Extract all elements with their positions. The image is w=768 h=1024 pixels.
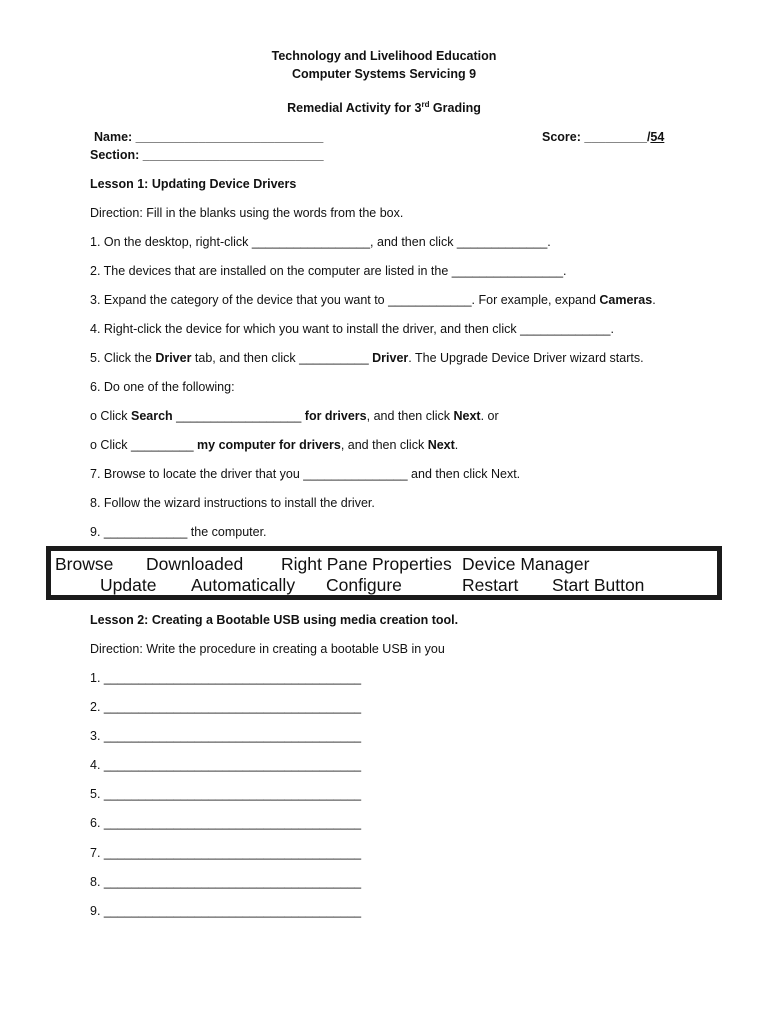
lesson2-title: Lesson 2: Creating a Bootable USB using media creation tool. (90, 613, 459, 627)
lesson1-item-9: 9. ____________ the computer. (90, 525, 267, 539)
word-automatically: Automatically (191, 575, 296, 595)
lesson2-direction: Direction: Write the procedure in creating a bootable USB in you (90, 642, 445, 656)
lesson2-line-1: 1. _____________________________________ (90, 671, 362, 685)
lesson1-item-1: 1. On the desktop, right-click _________________, and then click _____________. (90, 235, 551, 249)
word-box (46, 546, 722, 600)
lesson2-line-2: 2. _____________________________________ (90, 700, 362, 714)
lesson1-item-8: 8. Follow the wizard instructions to install the driver. (90, 496, 375, 510)
word-properties: Properties (372, 554, 452, 574)
name-field: Name: ___________________________ (94, 130, 324, 144)
section-field: Section: __________________________ (90, 148, 324, 162)
header-course: Computer Systems Servicing 9 (291, 67, 477, 81)
word-device-manager: Device Manager (462, 554, 590, 574)
header-subject: Technology and Livelihood Education (271, 49, 497, 63)
lesson1-title: Lesson 1: Updating Device Drivers (90, 177, 297, 191)
lesson1-direction: Direction: Fill in the blanks using the words from the box. (90, 206, 404, 220)
activity-title: Remedial Activity for 3rd Grading (287, 99, 481, 115)
word-right-pane: Right Pane (281, 554, 368, 574)
word-start-button: Start Button (552, 575, 645, 595)
lesson1-item-4: 4. Right-click the device for which you want to install the driver, and then click _____________. (90, 322, 614, 336)
lesson2-line-6: 6. _____________________________________ (90, 816, 362, 830)
lesson2-line-8: 8. _____________________________________ (90, 875, 362, 889)
lesson2-line-3: 3. _____________________________________ (90, 729, 362, 743)
lesson1-item-5: 5. Click the Driver tab, and then click __________ Driver. The Upgrade Device Driver wizard starts. (90, 351, 644, 365)
score-field: Score: _________/54 (542, 130, 665, 144)
word-browse: Browse (55, 554, 114, 574)
score-total: 54 (650, 130, 665, 144)
word-configure: Configure (326, 575, 402, 595)
lesson1-option-2: o Click _________ my computer for drivers, and then click Next. (90, 438, 459, 452)
lesson1-item-3: 3. Expand the category of the device that you want to ____________. For example, expand Cameras. (90, 293, 656, 307)
word-restart: Restart (462, 575, 519, 595)
lesson1-item-6: 6. Do one of the following: (90, 380, 235, 394)
lesson2-line-5: 5. _____________________________________ (90, 787, 362, 801)
lesson2-line-9: 9. _____________________________________ (90, 904, 362, 918)
word-update: Update (100, 575, 157, 595)
lesson2-line-4: 4. _____________________________________ (90, 758, 362, 772)
lesson2-line-7: 7. _____________________________________ (90, 846, 362, 860)
word-downloaded: Downloaded (146, 554, 244, 574)
lesson1-item-7: 7. Browse to locate the driver that you _______________ and then click Next. (90, 467, 521, 481)
lesson1-item-2: 2. The devices that are installed on the computer are listed in the ________________. (90, 264, 567, 278)
lesson1-option-1: o Click Search __________________ for drivers, and then click Next. or (90, 409, 499, 423)
